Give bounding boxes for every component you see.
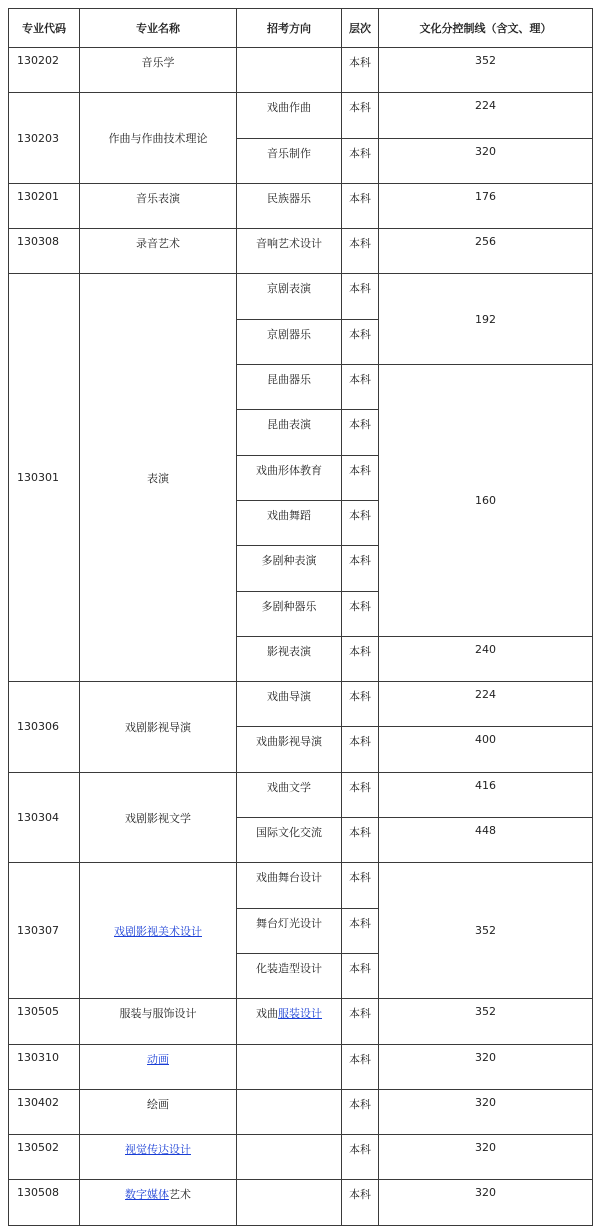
code-cell: 130402	[9, 1089, 80, 1134]
direction-cell: 昆曲器乐	[237, 365, 342, 410]
table-row	[9, 183, 593, 228]
code-cell: 130308	[9, 229, 80, 274]
direction-cell: 舞台灯光设计	[237, 908, 342, 953]
level-cell: 本科	[342, 953, 379, 998]
direction-cell: 戏曲影视导演	[237, 727, 342, 772]
code-cell: 130301	[9, 274, 80, 682]
level-cell: 本科	[342, 999, 379, 1044]
score-cell: 320	[379, 1180, 593, 1225]
major-cell: 戏剧影视导演	[80, 682, 237, 773]
level-cell: 本科	[342, 229, 379, 274]
direction-cell: 化装造型设计	[237, 953, 342, 998]
direction-cell: 戏曲舞台设计	[237, 863, 342, 908]
score-cell: 448	[379, 818, 593, 863]
level-cell: 本科	[342, 365, 379, 410]
score-cell: 256	[379, 229, 593, 274]
major-link-digital-media[interactable]: 数字媒体	[125, 1188, 169, 1202]
major-cell	[80, 1135, 237, 1180]
table-row	[9, 93, 593, 138]
score-cell: 416	[379, 772, 593, 817]
direction-cell: 音响艺术设计	[237, 229, 342, 274]
code-cell: 130201	[9, 183, 80, 228]
table-row	[9, 48, 593, 93]
level-cell: 本科	[342, 591, 379, 636]
table-row	[9, 229, 593, 274]
major-link-art-design[interactable]: 戏剧影视美术设计	[114, 924, 202, 938]
direction-cell: 多剧种表演	[237, 546, 342, 591]
direction-cell: 戏曲作曲	[237, 93, 342, 138]
code-cell: 130508	[9, 1180, 80, 1225]
direction-cell: 戏曲文学	[237, 772, 342, 817]
code-cell: 130202	[9, 48, 80, 93]
level-cell: 本科	[342, 863, 379, 908]
major-cell: 服装与服饰设计	[80, 999, 237, 1044]
code-cell: 130505	[9, 999, 80, 1044]
code-cell: 130310	[9, 1044, 80, 1089]
major-cell	[80, 1180, 237, 1225]
score-cell: 192	[379, 274, 593, 365]
level-cell: 本科	[342, 410, 379, 455]
level-cell: 本科	[342, 274, 379, 319]
direction-cell: 戏曲导演	[237, 682, 342, 727]
direction-cell	[237, 1089, 342, 1134]
direction-cell	[237, 1135, 342, 1180]
score-cell: 224	[379, 93, 593, 138]
score-cell: 352	[379, 999, 593, 1044]
major-cell: 绘画	[80, 1089, 237, 1134]
direction-cell: 昆曲表演	[237, 410, 342, 455]
major-cell: 戏剧影视文学	[80, 772, 237, 863]
score-cell: 320	[379, 138, 593, 183]
major-cell	[80, 1044, 237, 1089]
level-cell: 本科	[342, 818, 379, 863]
score-cell: 176	[379, 183, 593, 228]
level-cell: 本科	[342, 682, 379, 727]
direction-cell: 民族器乐	[237, 183, 342, 228]
code-cell: 130304	[9, 772, 80, 863]
score-cell: 320	[379, 1135, 593, 1180]
table-row	[9, 772, 593, 817]
direction-cell: 戏曲形体教育	[237, 455, 342, 500]
code-cell: 130307	[9, 863, 80, 999]
direction-cell	[237, 48, 342, 93]
major-cell: 录音艺术	[80, 229, 237, 274]
level-cell: 本科	[342, 1180, 379, 1225]
score-cell: 224	[379, 682, 593, 727]
table-row	[9, 1135, 593, 1180]
table-row	[9, 863, 593, 908]
major-cell: 作曲与作曲技术理论	[80, 93, 237, 184]
level-cell: 本科	[342, 500, 379, 545]
direction-cell: 京剧器乐	[237, 319, 342, 364]
major-cell	[80, 863, 237, 999]
table-row	[9, 999, 593, 1044]
level-cell: 本科	[342, 48, 379, 93]
major-cell: 音乐学	[80, 48, 237, 93]
score-cell: 320	[379, 1044, 593, 1089]
score-cell: 320	[379, 1089, 593, 1134]
direction-cell: 京剧表演	[237, 274, 342, 319]
direction-cell	[237, 1180, 342, 1225]
major-cell: 音乐表演	[80, 183, 237, 228]
table-row	[9, 682, 593, 727]
score-cell: 352	[379, 48, 593, 93]
level-cell: 本科	[342, 183, 379, 228]
direction-cell: 影视表演	[237, 636, 342, 681]
code-cell: 130306	[9, 682, 80, 773]
direction-cell	[237, 999, 342, 1044]
code-cell: 130203	[9, 93, 80, 184]
direction-cell	[237, 1044, 342, 1089]
major-link-visual-design[interactable]: 视觉传达设计	[125, 1143, 191, 1157]
score-cell: 352	[379, 863, 593, 999]
major-suffix: 艺术	[169, 1188, 191, 1202]
costume-design-link[interactable]: 服装设计	[278, 1007, 322, 1021]
level-cell: 本科	[342, 772, 379, 817]
admission-score-table	[8, 8, 593, 1226]
level-cell: 本科	[342, 455, 379, 500]
header-score: 文化分控制线（含文、理）	[379, 9, 593, 48]
major-link-animation[interactable]: 动画	[147, 1052, 169, 1066]
header-row	[9, 9, 593, 48]
level-cell: 本科	[342, 319, 379, 364]
level-cell: 本科	[342, 1089, 379, 1134]
level-cell: 本科	[342, 908, 379, 953]
code-cell: 130502	[9, 1135, 80, 1180]
header-code: 专业代码	[9, 9, 80, 48]
score-cell: 240	[379, 636, 593, 681]
level-cell: 本科	[342, 93, 379, 138]
direction-cell: 音乐制作	[237, 138, 342, 183]
level-cell: 本科	[342, 1135, 379, 1180]
score-cell: 400	[379, 727, 593, 772]
level-cell: 本科	[342, 546, 379, 591]
header-direction: 招考方向	[237, 9, 342, 48]
score-cell: 160	[379, 365, 593, 637]
level-cell: 本科	[342, 138, 379, 183]
table-row	[9, 1044, 593, 1089]
direction-cell: 国际文化交流	[237, 818, 342, 863]
direction-prefix: 戏曲	[256, 1007, 278, 1021]
header-level: 层次	[342, 9, 379, 48]
header-name: 专业名称	[80, 9, 237, 48]
level-cell: 本科	[342, 727, 379, 772]
table-row	[9, 1089, 593, 1134]
direction-cell: 戏曲舞蹈	[237, 500, 342, 545]
direction-cell: 多剧种器乐	[237, 591, 342, 636]
table-row	[9, 274, 593, 319]
table-row	[9, 1180, 593, 1225]
level-cell: 本科	[342, 636, 379, 681]
level-cell: 本科	[342, 1044, 379, 1089]
major-cell: 表演	[80, 274, 237, 682]
